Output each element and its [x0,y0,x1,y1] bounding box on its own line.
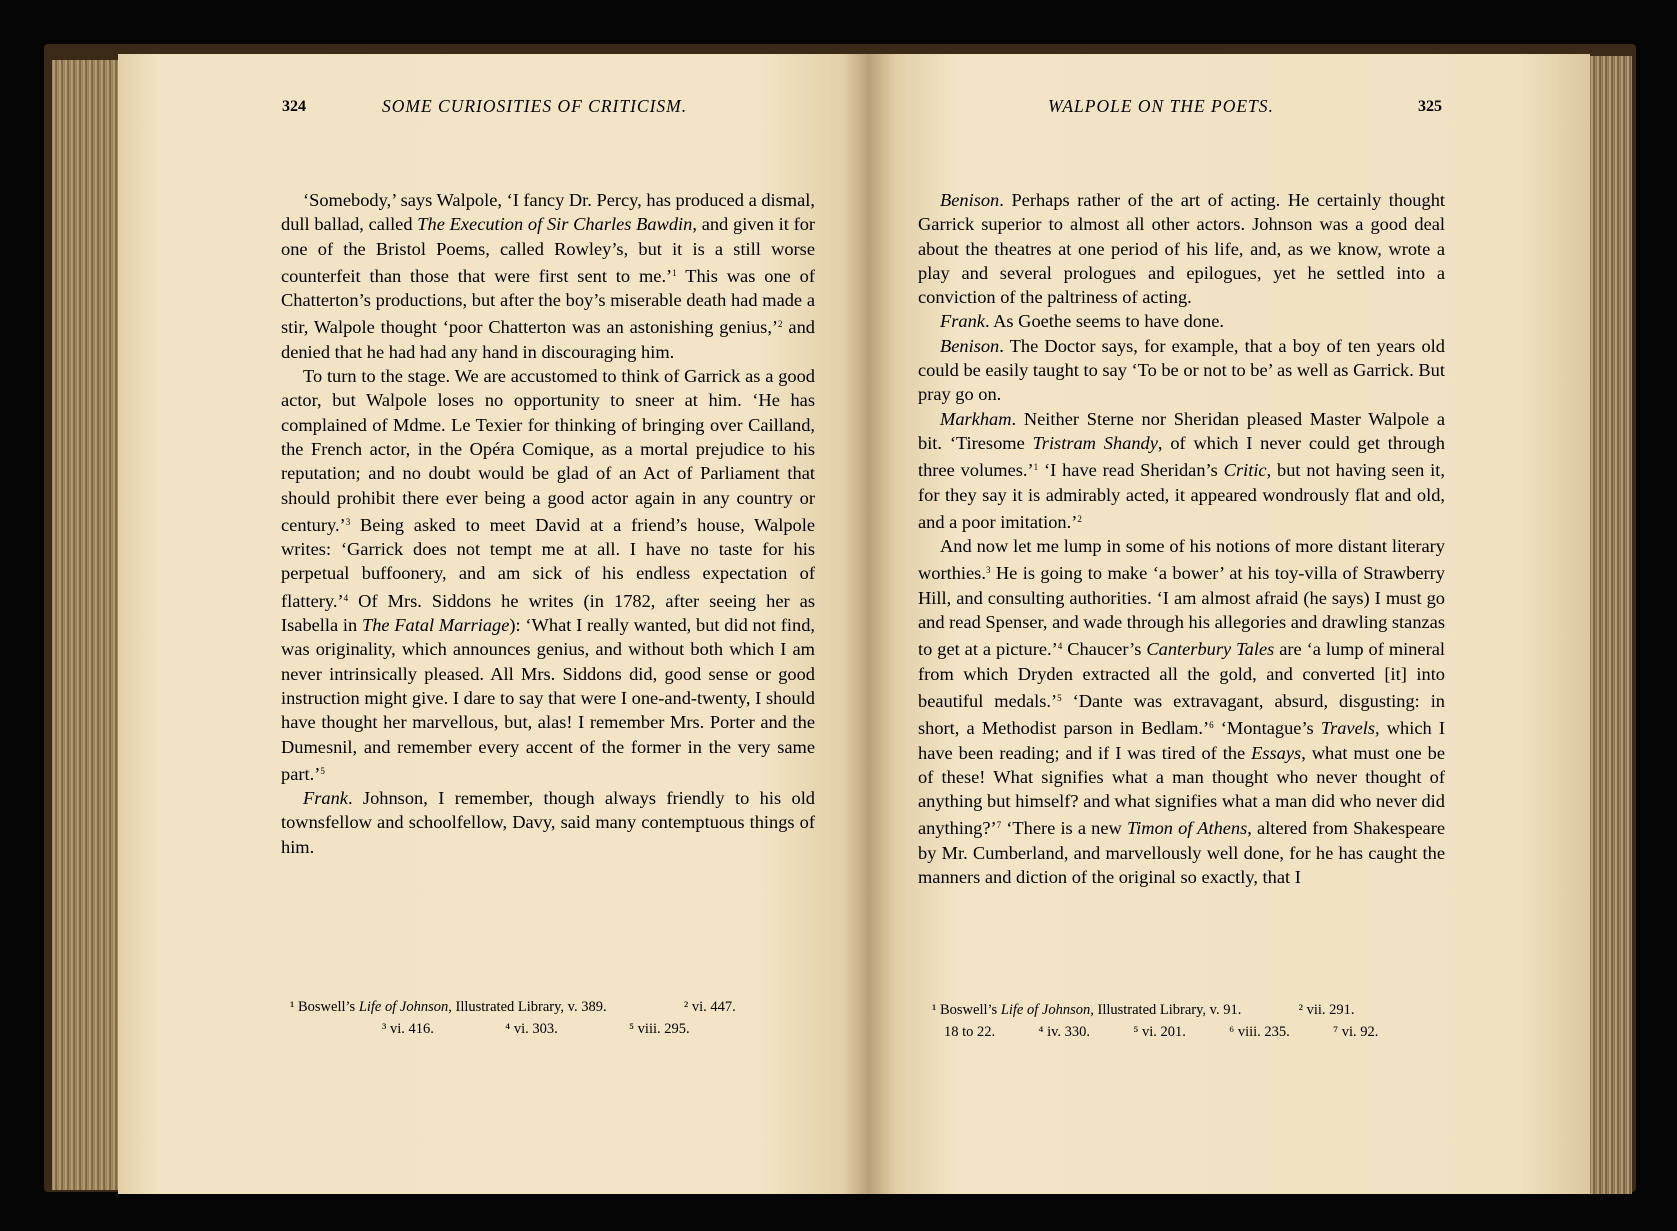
footnote-ref: 7 [996,820,1002,831]
paragraph [918,407,1445,534]
text-run: ‘Somebody,’ says Walpole, ‘I fancy Dr. Percy, has produced a dismal, dull ballad, called [281,190,815,235]
footnote-text: ¹ Boswell’s [290,999,359,1015]
italic-text: Critic [1223,460,1267,481]
italic-text: Benison [940,190,1000,210]
left-page-number: 324 [282,98,306,115]
text-run: To turn to the stage. We are accustomed to think of Garrick as a good actor, but Walpole loses no opportunity to sneer at him. ‘He has complained of Mdme. Le Texier for thinking of bringing over Cailland, the French actor, in the Opéra Comique, as a mortal prejudice to his reputation; and no doubt would be glad of an Act of Parliament that should prohibit there ever being a good actor again in any country or century.’ [281,366,815,535]
text-run: . Perhaps rather of the art of acting. He certainly thought Garrick superior to almost all other actors. Johnson was a good deal about the theatres at one period of his life, and, as we know, wrote a play and several prologues and epilogues, yet he settled into a conviction of the paltriness of acting. [918,190,1445,308]
text-run: . Neither Sterne nor Sheridan pleased Master Walpole a bit. ‘Tiresome [918,408,1445,453]
text-run: , of which I never could get through three volumes.’ [918,432,1445,481]
italic-text: Frank [940,311,985,332]
italic-text: Frank [303,788,348,809]
text-run: , which I have been reading; and if I was tired of the [918,718,1445,763]
footnote-ref: 6 [1209,720,1214,731]
footnote-ref: 1 [672,267,677,278]
right-footnote-line-1 [932,999,1452,1021]
paragraph [918,309,1445,333]
left-footnotes [290,996,820,1040]
text-run: . Johnson, I remember, though always friendly to his old townsfellow and schoolfellow, Davy, said many contemptuous things of him. [281,788,815,857]
footnote-text: ⁵ vi. 201. [1133,1024,1186,1040]
text-run: This was one of Chatterton’s productions, but after the boy’s miserable death had made a stir, Walpole thought ‘poor Chatterton was an astonishing genius,’ [281,265,815,338]
italic-text: The Fatal Marriage [361,615,510,636]
italic-text: The Execution of Sir Charles Bawdin [417,214,693,235]
italic-text: Benison [940,335,1000,356]
footnote-text: ³ vi. 416. [382,1021,434,1037]
footnote-text: ⁷ vi. 92. [1333,1024,1379,1040]
text-run: Of Mrs. Siddons he writes (in 1782, after seeing her as Isabella in [281,590,815,636]
footnote-title: Life of Johnson [1000,1002,1091,1018]
right-page-number: 325 [1418,98,1442,115]
paragraph [281,364,815,786]
text-run: , and given it for one of the Bristol Poems, called Rowley’s, but it is a still worse counterfeit than those that were first sent to me.’ [281,214,816,286]
text-run: are ‘a lump of mineral from which Dryden extracted all the gold, and converted [it] into beautiful medals.’ [918,639,1445,711]
left-footnote-line-1 [290,996,820,1018]
footnote-ref: 4 [1057,641,1063,652]
right-running-title: WALPOLE ON THE POETS. [1048,96,1274,116]
text-run: Chaucer’s [1062,639,1147,660]
footnote-ref: 4 [343,592,349,603]
italic-text: Tristram Shandy [1032,432,1158,453]
text-run: ‘Montague’s [1213,718,1321,739]
text-run: ‘I have read Sheridan’s [1038,460,1224,481]
text-run: , but not having seen it, for they say it is admirably acted, it appeared wondrously flat and old, and a poor imitation.’ [918,460,1445,532]
text-run: ‘Dante was extravagant, absurd, disgusting: in short, a Methodist parson in Bedlam.’ [918,690,1445,739]
footnote-text: ⁴ vi. 303. [505,1021,558,1037]
italic-text: Canterbury Tales [1146,639,1275,660]
right-footnotes [932,999,1452,1043]
text-run: He is going to make ‘a bower’ at his toy-villa of Strawberry Hill, and consulting authorities. ‘I am almost afraid (he says) I must go and read Spenser, and wade through his allegories and drawling stanzas to get at a picture.’ [918,563,1445,660]
left-footnote-line-2 [290,1018,820,1040]
text-run: . As Goethe seems to have done. [984,311,1224,332]
text-run: , altered from Shakespeare by Mr. Cumberland, and marvellously well done, for he has caught the manners and diction of the original so exactly, that I [918,818,1446,888]
text-run: Being asked to meet David at a friend’s house, Walpole writes: ‘Garrick does not tempt me at all. I have no taste for his perpetual buffoonery, and am sick of his endless expectation of flattery.’ [281,514,815,611]
footnote-ref: 2 [778,319,783,330]
footnote-ref: 1 [1033,462,1039,473]
paragraph [281,188,815,364]
footnote-ref: 2 [1077,513,1082,524]
paragraph [918,534,1445,889]
right-body-text [918,188,1445,889]
footnote-ref: 3 [985,565,991,576]
footnote-ref: 3 [345,516,351,527]
text-run: , what must one be of these! What signifies what a man thought who never thought of anything but himself? and what signifies what a man did who never did anything?’ [918,742,1445,839]
italic-text: Essays [1251,742,1302,763]
footnote-ref: 5 [1057,692,1062,703]
footnote-text: ² vii. 291. [1298,1002,1355,1018]
paragraph [281,786,815,859]
footnote-text: ¹ Boswell’s [932,1002,1001,1018]
italic-text: Timon of Athens [1126,818,1248,839]
footnote-text: , Illustrated Library, v. 91. [1090,1002,1242,1018]
text-run: and denied that he had had any hand in discouraging him. [281,317,815,362]
footnote-text: ² vi. 447. [683,999,736,1015]
italic-text: Travels [1320,718,1376,739]
paragraph [918,188,1445,309]
footnote-text: , Illustrated Library, v. 389. [448,999,607,1015]
italic-text: Markham [940,408,1012,429]
footnote-title: Life of Johnson [358,999,449,1015]
text-run: . The Doctor says, for example, that a boy of ten years old could be easily taught to say ‘To be or not to be’ as well as Garrick. But pray go on. [918,335,1445,405]
left-running-title: SOME CURIOSITIES OF CRITICISM. [382,96,688,116]
text-run: ): ‘What I really wanted, but did not find, was originality, which announces genius, and without both which I am never intrinsically pleased. All Mrs. Siddons did, good sense or good instruction might give. I dare to say that were I one-and-twenty, I should have thought her marvellous, but, alas! I remember Mrs. Porter and the Dumesnil, and remember every accent of the former in the very same part.’ [281,615,815,784]
footnote-text: ⁶ viii. 235. [1229,1024,1290,1040]
text-run: ‘There is a new [1001,818,1127,839]
paragraph [918,334,1445,407]
footnote-text: ⁵ viii. 295. [628,1021,690,1037]
footnote-ref: 5 [320,765,325,776]
footnote-text: 18 to 22. [944,1024,996,1040]
right-footnote-line-2 [932,1021,1452,1043]
left-body-text [281,188,815,859]
text-run: And now let me lump in some of his notions of more distant literary worthies. [918,536,1445,584]
footnote-text: ⁴ iv. 330. [1038,1024,1091,1040]
